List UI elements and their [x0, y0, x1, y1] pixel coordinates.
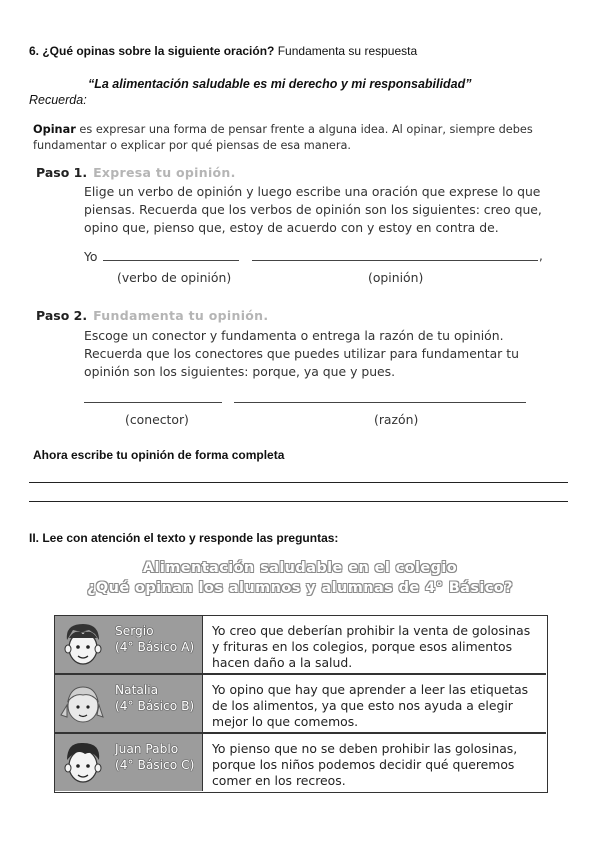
- reason-answer-line[interactable]: [234, 402, 526, 403]
- connector-answer-line[interactable]: [84, 402, 222, 403]
- definition-term: Opinar: [33, 123, 76, 136]
- caption-opinion: (opinión): [368, 270, 424, 285]
- reading-title: Alimentación saludable en el colegio: [142, 560, 458, 576]
- step-1-title: Expresa tu opinión.: [93, 165, 236, 180]
- caption-connector: (conector): [125, 412, 189, 427]
- table-row: [55, 675, 546, 734]
- student-name: Juan Pablo: [115, 742, 179, 756]
- comma: ,: [539, 249, 543, 263]
- opinion-answer-line[interactable]: [252, 260, 538, 261]
- definition-text: es expresar una forma de pensar frente a alguna idea. Al opinar, siempre debes fundamentar o explicar por qué piensas de esa manera.: [33, 123, 533, 152]
- student-grade: (4° Básico C): [115, 758, 195, 772]
- writing-line-1[interactable]: [29, 482, 568, 483]
- yo-prefix: Yo: [84, 249, 98, 264]
- writing-line-2[interactable]: [29, 501, 568, 502]
- opinions-table: [54, 615, 548, 793]
- question-6: [29, 44, 417, 58]
- student-name: Natalia: [115, 683, 159, 697]
- remember-label: Recuerda:: [29, 93, 87, 107]
- complete-opinion-prompt: Ahora escribe tu opinión de forma completa: [33, 448, 285, 462]
- table-row: [55, 734, 546, 791]
- student-cell: [55, 675, 203, 732]
- student-cell: [55, 616, 203, 673]
- step-2-instructions: Escoge un conector y fundamenta o entrega la razón de tu opinión. Recuerda que los conectores que puedes utilizar para fundamentar tu opinión son los siguientes: porque, ya que y pues.: [84, 328, 519, 379]
- part-2-heading: II. Lee con atención el texto y responde las preguntas:: [29, 531, 339, 545]
- boy-face-icon: [59, 620, 105, 668]
- girl-face-icon: [59, 679, 105, 727]
- caption-reason: (razón): [374, 412, 419, 427]
- caption-verb: (verbo de opinión): [117, 270, 232, 285]
- quote-sentence: “La alimentación saludable es mi derecho y mi responsabilidad”: [88, 77, 472, 91]
- question-6-instruction: Fundamenta su respuesta: [274, 44, 418, 58]
- boy-face-icon: [59, 738, 105, 786]
- verb-answer-line[interactable]: [103, 260, 239, 261]
- question-6-prompt: 6. ¿Qué opinas sobre la siguiente oración?: [29, 44, 275, 58]
- step-2-heading: [36, 305, 268, 324]
- student-cell: [55, 734, 203, 791]
- student-grade: (4° Básico A): [115, 640, 195, 654]
- student-name: Sergio: [115, 624, 154, 638]
- step-1-instructions: Elige un verbo de opinión y luego escribe una oración que exprese lo que piensas. Recuerda que los verbos de opinión son los siguientes: creo que, opino que, pienso que, estoy de acuerdo con y estoy en contra de.: [84, 184, 542, 235]
- definition-paragraph: [33, 122, 533, 154]
- step-1-label: Paso 1.: [36, 165, 88, 180]
- step-2-label: Paso 2.: [36, 308, 88, 323]
- student-opinion: Yo creo que deberían prohibir la venta de golosinas y frituras en los colegios, porque esos alimentos hacen daño a la salud.: [212, 623, 531, 670]
- student-opinion: Yo pienso que no se deben prohibir las golosinas, porque los niños podemos decidir qué queremos comer en los recreos.: [212, 741, 518, 788]
- student-grade: (4° Básico B): [115, 699, 195, 713]
- student-opinion: Yo opino que hay que aprender a leer las etiquetas de los alimentos, ya que esto nos ayuda a elegir mejor lo que comemos.: [212, 682, 529, 729]
- table-row: [55, 616, 546, 675]
- step-1-heading: [36, 162, 236, 181]
- reading-subtitle: ¿Qué opinan los alumnos y alumnas de 4° Básico?: [87, 580, 513, 596]
- step-2-title: Fundamenta tu opinión.: [93, 308, 269, 323]
